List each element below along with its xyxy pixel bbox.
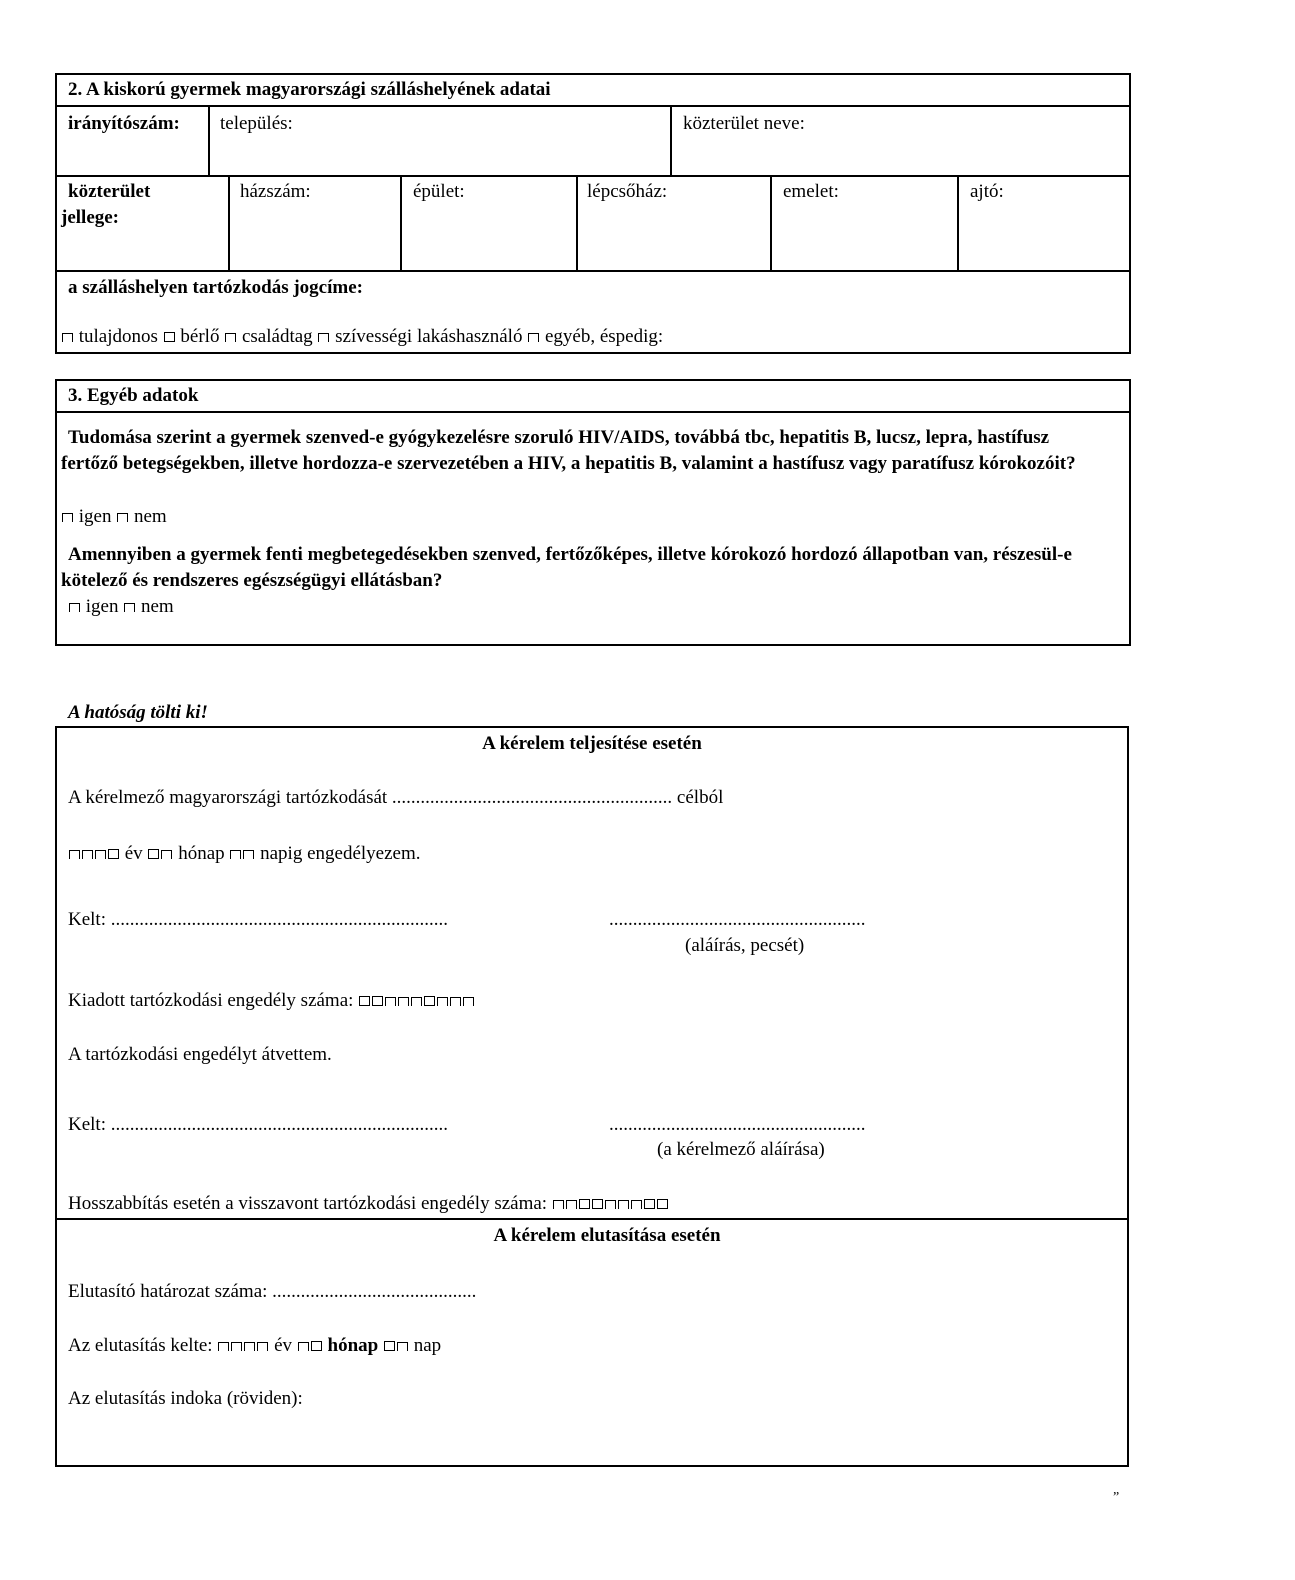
year-boxes[interactable] xyxy=(68,843,120,864)
label-epulet: épület: xyxy=(413,181,465,202)
section2-title: 2. A kiskorú gyermek magyarországi szálláshelyének adatai xyxy=(68,79,551,100)
page-mark: ” xyxy=(1113,1490,1120,1505)
day-boxes[interactable] xyxy=(229,843,255,864)
divider xyxy=(55,411,1131,413)
signature-dots-1: ...................................................... xyxy=(609,909,866,930)
divider xyxy=(55,1218,1129,1220)
divider xyxy=(770,175,772,271)
rej-honap-label: hónap xyxy=(327,1335,379,1356)
rejection-date-line xyxy=(68,1335,441,1357)
q2-nem-label: nem xyxy=(140,596,174,617)
authority-heading: A hatóság tölti ki! xyxy=(68,702,208,723)
answer-2 xyxy=(68,596,174,618)
extension-number-boxes[interactable] xyxy=(552,1193,669,1214)
question-1: Tudomása szerint a gyermek szenved-e gyógykezelésre szoruló HIV/AIDS, továbbá tbc, hepatitis B, lucsz, lepra, hastífusz fertőző betegségekben, illetve hordozza-e szervezetében a HIV, a hepatitis B, valamint a hastífusz vagy paratífusz kórokozóit? xyxy=(61,427,1076,474)
label-telepules: település: xyxy=(220,113,293,134)
option-berlo-label: bérlő xyxy=(180,326,220,347)
divider xyxy=(228,175,230,271)
q1-igen-label: igen xyxy=(78,506,112,527)
rej-ev-label: év xyxy=(274,1335,292,1356)
label-jogcim: a szálláshelyen tartózkodás jogcíme: xyxy=(68,277,363,298)
label-emelet: emelet: xyxy=(783,181,839,202)
ev-label: év xyxy=(124,843,143,864)
signature-label-1: (aláírás, pecsét) xyxy=(685,935,805,956)
honap-label: hónap xyxy=(178,843,225,864)
divider xyxy=(957,175,959,271)
signature-label-2: (a kérelmező aláírása) xyxy=(657,1139,825,1160)
divider xyxy=(576,175,578,271)
checkbox-q1-nem[interactable] xyxy=(117,513,128,522)
extension-label: Hosszabbítás esetén a visszavont tartózkodási engedély száma: xyxy=(68,1193,548,1214)
rej-month-boxes[interactable] xyxy=(297,1335,323,1356)
rejected-title: A kérelem elutasítása esetén xyxy=(493,1225,721,1246)
rejection-date-label: Az elutasítás kelte: xyxy=(68,1335,213,1356)
section2-table xyxy=(55,73,1131,354)
checkbox-berlo[interactable] xyxy=(164,332,175,342)
duration-line xyxy=(68,843,421,865)
divider xyxy=(55,175,1131,177)
checkbox-q2-nem[interactable] xyxy=(124,603,135,612)
label-kozterulet-neve: közterület neve: xyxy=(683,113,805,134)
rej-nap-label: nap xyxy=(413,1335,442,1356)
permit-number-label: Kiadott tartózkodási engedély száma: xyxy=(68,990,354,1011)
month-boxes[interactable] xyxy=(147,843,173,864)
q2-igen-label: igen xyxy=(85,596,119,617)
label-hazszam: házszám: xyxy=(240,181,311,202)
checkbox-szivessegi[interactable] xyxy=(318,333,329,342)
checkbox-q1-igen[interactable] xyxy=(62,513,73,522)
divider xyxy=(55,270,1131,272)
checkbox-tulajdonos[interactable] xyxy=(62,333,73,342)
answer-1 xyxy=(61,506,167,528)
label-lepcsohaz: lépcsőház: xyxy=(587,181,668,202)
checkbox-egyeb[interactable] xyxy=(528,333,539,342)
option-tulajdonos-label: tulajdonos xyxy=(78,326,158,347)
divider xyxy=(55,105,1131,107)
q1-nem-label: nem xyxy=(133,506,167,527)
checkbox-csaladtag[interactable] xyxy=(225,333,236,342)
kelt-line-2: Kelt: ....................................................................... xyxy=(68,1114,448,1135)
label-kozterulet-jellege-1: közterület xyxy=(68,181,151,202)
stay-purpose-line: A kérelmező magyarországi tartózkodását ........................................................... célból xyxy=(68,787,724,808)
rej-day-boxes[interactable] xyxy=(383,1335,409,1356)
received-line: A tartózkodási engedélyt átvettem. xyxy=(68,1044,332,1065)
label-ajto: ajtó: xyxy=(970,181,1004,202)
label-iranyitoszam: irányítószám: xyxy=(68,113,180,134)
permit-number-line xyxy=(68,990,475,1012)
question-2: Amennyiben a gyermek fenti megbetegedésekben szenved, fertőzőképes, illetve kórokozó hordozó állapotban van, részesül-e kötelező és rendszeres egészségügyi ellátásban? xyxy=(61,544,1072,591)
extension-line xyxy=(68,1193,669,1215)
option-egyeb-label: egyéb, éspedig: xyxy=(544,326,664,347)
granted-title: A kérelem teljesítése esetén xyxy=(482,733,702,754)
divider xyxy=(400,175,402,271)
label-kozterulet-jellege-2: jellege: xyxy=(61,207,120,228)
jogcim-options xyxy=(61,326,663,348)
rejection-reason-line: Az elutasítás indoka (röviden): xyxy=(68,1388,303,1409)
divider xyxy=(208,105,210,175)
permit-number-boxes[interactable] xyxy=(358,990,475,1011)
rej-year-boxes[interactable] xyxy=(217,1335,269,1356)
napig-label: napig engedélyezem. xyxy=(260,843,421,864)
checkbox-q2-igen[interactable] xyxy=(69,603,80,612)
option-csaladtag-label: családtag xyxy=(241,326,313,347)
signature-dots-2: ...................................................... xyxy=(609,1114,866,1135)
section3-title: 3. Egyéb adatok xyxy=(68,385,199,406)
divider xyxy=(670,105,672,175)
kelt-line-1: Kelt: ....................................................................... xyxy=(68,909,448,930)
section3-table xyxy=(55,379,1131,646)
option-szivessegi-label: szívességi lakáshasználó xyxy=(335,326,523,347)
rejection-number-line: Elutasító határozat száma: ........................................... xyxy=(68,1281,477,1302)
